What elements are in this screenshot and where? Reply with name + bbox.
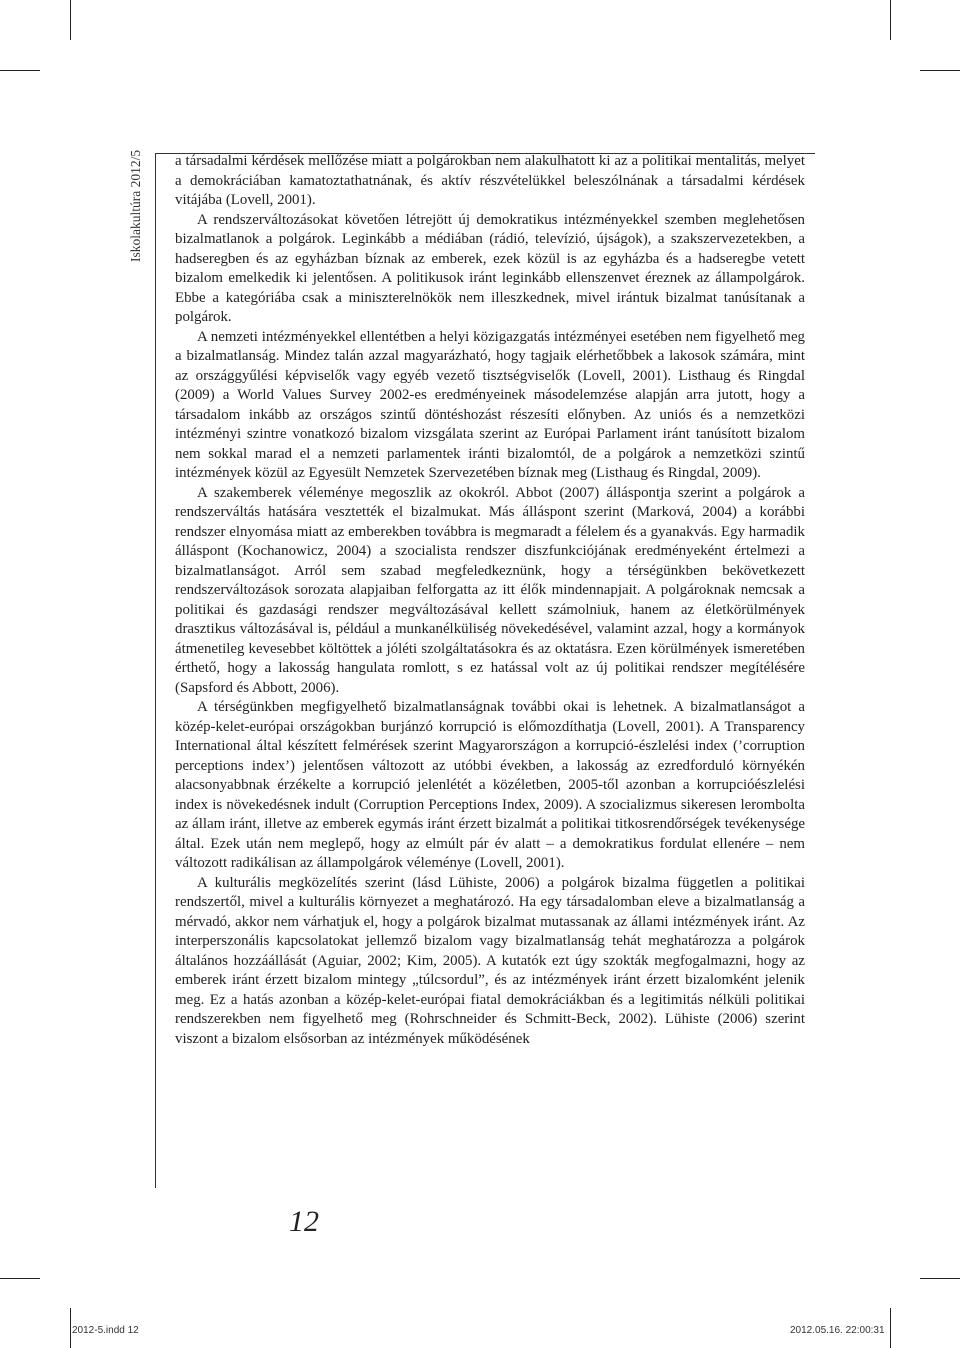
crop-mark (920, 1278, 960, 1279)
crop-mark (0, 70, 40, 71)
margin-rule (155, 153, 156, 1188)
crop-mark (890, 1308, 891, 1348)
paragraph: A rendszerváltozásokat követően létrejött új demokratikus intézményekkel szemben meglehetősen bizalmatlanok a polgárok. Leginkább a médiában (rádió, televízió, újságok), a szakszervezetekben, a hadseregben és az egyházban bíznak az emberek, ezek közül is az egyházba és a hadseregbe vetett bizalom emelkedik ki jelentősen. A politikusok iránt leginkább ellenszenvet éreznek az állampolgárok. Ebbe a kategóriába csak a miniszterelnökök nem illeszkednek, mivel irántuk bizalmat tanúsítanak a polgárok. (175, 211, 805, 325)
paragraph: A nemzeti intézményekkel ellentétben a helyi közigazgatás intézményei esetében nem figyelhető meg a bizalmatlanság. Mindez talán azzal magyarázható, hogy tagjaik elérhetőbbek a lakosok számára, mint az országgyűlési képviselők vagy egyéb vezető tisztségviselők (Lovell, 2001). Listhaug és Ringdal (2009) a World Values Survey 2002-es eredményeinek másodelemzése alapján arra jutott, hogy a társadalom inkább az országos szintű döntéshozást részesíti előnyben. Az uniós és a nemzetközi intézményi szintre vonatkozó bizalom vizsgálata szerint az Európai Parlament iránt tanúsított bizalom nem sokkal marad el a nemzeti parlamentek iránti bizalomtól, de a polgárok a nemzetközi szintű intézmények közül az Egyesült Nemzetek Szervezetében bíznak meg (Listhaug és Ringdal, 2009). (175, 328, 805, 481)
footer-timestamp: 2012.05.16. 22:00:31 (790, 1325, 885, 1336)
article-body (175, 152, 805, 1049)
paragraph: a társadalmi kérdések mellőzése miatt a polgárokban nem alakulhatott ki az a politikai mentalitás, melyet a demokráciában kamatoztathatnának, és aktív részvételükkel beleszólnának a társadalmi kérdések vitájába (Lovell, 2001). (175, 153, 805, 208)
journal-running-head: Iskolakultúra 2012/5 (128, 149, 143, 262)
footer-file-slug: 2012-5.indd 12 (72, 1325, 139, 1336)
paragraph: A kulturális megközelítés szerint (lásd Lühiste, 2006) a polgárok bizalma független a politikai rendszertől, mivel a kulturális környezet a meghatározó. Ha egy társadalomban eleve a bizalmatlanság a mérvadó, akkor nem várhatjuk el, hogy a polgárok bizalmat mutassanak az állami intézmények iránt. Az interperszonális kapcsolatokat jellemző bizalom vagy bizalmatlanság tehát meghatározza a polgárok általános hozzáállását (Aguiar, 2002; Kim, 2005). A kutatók ezt úgy szokták megfogalmazni, hogy az emberek iránt érzett bizalom mintegy „túlcsordul”, és az intézmények iránt érzett bizalomként jelenik meg. Ez a hatás azonban a közép-kelet-európai fiatal demokráciákban és a legitimitás nélküli politikai rendszerekben nem figyelhető meg (Rohrschneider és Schmitt-Beck, 2002). Lühiste (2006) szerint viszont a bizalom elsősorban az intézmények működésének (175, 874, 805, 1047)
crop-mark (920, 70, 960, 71)
crop-mark (70, 0, 71, 40)
page-number: 12 (289, 1205, 319, 1238)
crop-mark (70, 1308, 71, 1348)
paragraph: A térségünkben megfigyelhető bizalmatlanságnak további okai is lehetnek. A bizalmatlanságot a közép-kelet-európai országokban burjánzó korrupció is előmozdíthatja (Lovell, 2001). A Transparency International által készített felmérések szerint Magyarországon a korrupció-észlelési index (’corruption perceptions index’) jelentősen változott az utóbbi években, a lakosság az ezredforduló környékén alacsonyabbnak érzékelte a korrupció jelenlétét a közéletben, 2005-től azonban a korrupcióészlelési index is növekedésnek indult (Corruption Perceptions Index, 2009). A szocializmus sikeresen lerombolta az állam iránt, illetve az emberek egymás iránt érzett bizalmát a politikai titkosrendőrségek tevékenysége által. Ezek után nem meglepő, hogy az elmúlt pár év alatt – a demokratikus fordulat ellenére – nem változott radikálisan az állampolgárok véleménye (Lovell, 2001). (175, 699, 805, 871)
paragraph: A szakemberek véleménye megoszlik az okokról. Abbot (2007) álláspontja szerint a polgárok a rendszerváltás hatására vesztették el bizalmukat. Más álláspont szerint (Marková, 2004) a korábbi rendszer elnyomása miatt az emberekben továbbra is megmaradt a félelem és a gyanakvás. Egy harmadik álláspont (Kochanowicz, 2004) a szocialista rendszer diszfunkciójának eredményeként értelmezi a bizalmatlanságot. Arról sem szabad megfeledkeznünk, hogy a térségünkben bekövetkezett rendszerváltozások sorozata alapjaiban felforgatta az itt élők mindennapjait. A polgároknak nemcsak a politikai és gazdasági rendszer megváltozásával kellett számolniuk, hanem az életkörülmények drasztikus változásával is, például a munkanélküliség növekedésével, valamint azzal, hogy a kormányok átmenetileg kevesebbet költöttek a jóléti szolgáltatásokra és az oktatásra. Ezen körülmények ismeretében érthető, hogy a lakosság hangulata romlott, s ez hatással volt az új politikai rendszer megítélésére (Sapsford és Abbott, 2006). (175, 484, 805, 696)
crop-mark (890, 0, 891, 40)
crop-mark (0, 1278, 40, 1279)
